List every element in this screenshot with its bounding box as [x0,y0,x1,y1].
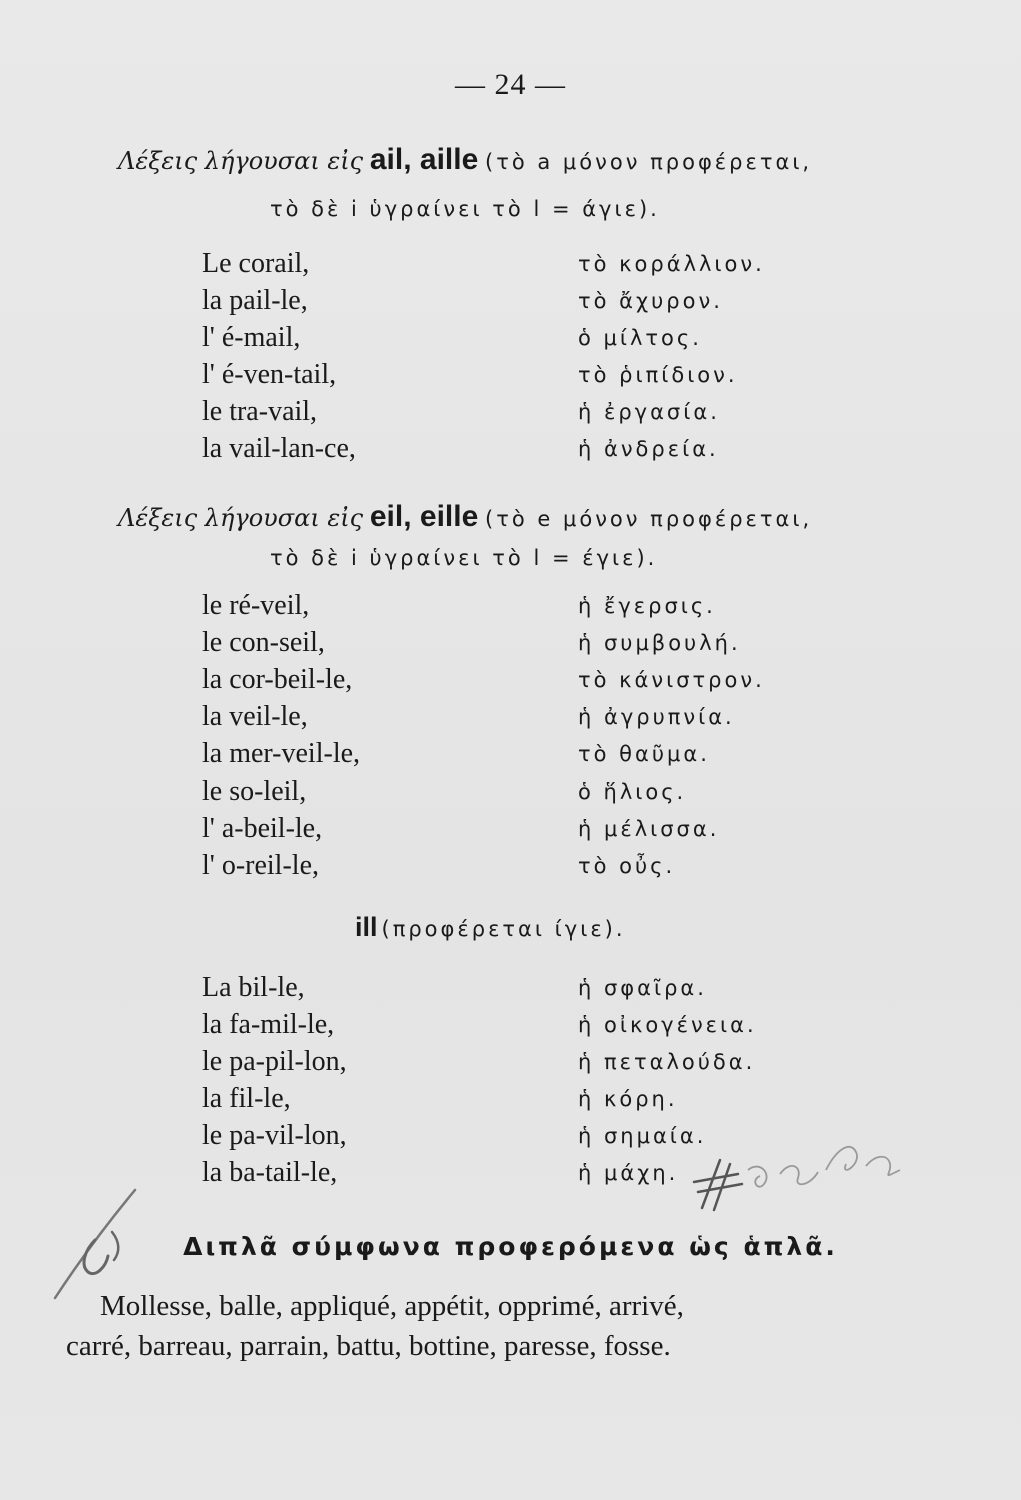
french-word: la fa-mil-le, [202,1009,335,1040]
french-word: Le corail, [202,248,310,279]
greek-translation: ἡ πεταλούδα. [578,1050,756,1074]
greek-translation: ἡ μάχη. [578,1161,679,1185]
greek-translation: τὸ ἄχυρον. [578,289,723,313]
french-word: le tra-vail, [202,396,318,427]
french-word: la veil-le, [202,701,308,732]
list-item [0,776,1021,814]
list-item [0,248,1021,286]
section-ail-heading [118,143,812,177]
list-item [0,1046,1021,1084]
french-word: la vail-lan-ce, [202,433,356,464]
list-item [0,1009,1021,1047]
list-item [0,322,1021,360]
greek-translation: ἡ ἀνδρεία. [578,437,719,461]
section-ail-note-1: (τὸ a μόνον προφέρεται, [485,150,813,174]
section-ill-note: (προφέρεται ίγιε). [381,917,626,941]
greek-translation: τὸ κάνιστρον. [578,668,765,692]
french-word: le pa-vil-lon, [202,1120,347,1151]
greek-translation: τὸ κοράλλιον. [578,252,765,276]
greek-translation: ἡ σημαία. [578,1124,707,1148]
french-word: la pail-le, [202,285,308,316]
greek-translation: ἡ οἰκογένεια. [578,1013,757,1037]
french-word: la mer-veil-le, [202,738,361,769]
section-eil-intro: Λέξεις λήγουσαι εἰς [118,504,364,532]
list-item [0,396,1021,434]
section-eil-note-2: τὸ δὲ i ὑγραίνει τὸ l = έγιε). [270,546,658,570]
list-item [0,701,1021,739]
greek-translation: τὸ οὖς. [578,854,676,878]
section-ail-note-2: τὸ δὲ i ὑγραίνει τὸ l = άγιε). [270,197,660,221]
greek-translation: ἡ σφαῖρα. [578,976,707,1000]
french-word: l' o-reil-le, [202,850,319,881]
list-item [0,664,1021,702]
list-item [0,1120,1021,1158]
french-word: la cor-beil-le, [202,664,353,695]
section-eil-heading [118,500,812,534]
french-word: le pa-pil-lon, [202,1046,347,1077]
list-item [0,433,1021,471]
french-word: le so-leil, [202,776,307,807]
list-item [0,285,1021,323]
french-word: l' a-beil-le, [202,813,323,844]
french-word: la ba-tail-le, [202,1157,338,1188]
greek-translation: τὸ ῥιπίδιον. [578,363,738,387]
greek-translation: ὁ μίλτος. [578,326,702,350]
list-item [0,627,1021,665]
section-ill-heading [355,912,626,943]
greek-translation: ἡ κόρη. [578,1087,678,1111]
greek-translation: ἡ μέλισσα. [578,817,720,841]
list-item [0,972,1021,1010]
greek-translation: ἡ συμβουλή. [578,631,741,655]
greek-translation: ἡ ἀγρυπνία. [578,705,735,729]
section-ail-endings: ail, aille [369,143,479,176]
greek-translation: ἡ ἐργασία. [578,400,720,424]
french-word: le ré-veil, [202,590,310,621]
section-eil-endings: eil, eille [369,500,479,533]
french-word: la fil-le, [202,1083,291,1114]
section-ill-ending: ill [355,912,378,942]
list-item [0,1157,1021,1195]
list-item [0,590,1021,628]
section-ail-note-line [270,192,660,223]
list-item [0,850,1021,888]
greek-translation: τὸ θαῦμα. [578,742,710,766]
list-item [0,738,1021,776]
page-number: — 24 — [455,68,566,101]
french-word: le con-seil, [202,627,325,658]
section-ail-intro: Λέξεις λήγουσαι εἰς [118,147,364,175]
greek-translation: ὁ ἥλιος. [578,780,687,804]
example-words-line-2: carré, barreau, parrain, battu, bottine, paresse, fosse. [66,1330,671,1362]
example-words-line-1: Mollesse, balle, appliqué, appétit, opprimé, arrivé, [100,1290,684,1322]
double-consonants-title: Διπλᾶ σύμφωνα προφερόμενα ὡς ἁπλᾶ. [183,1232,838,1261]
french-word: l' é-mail, [202,322,301,353]
french-word: La bil-le, [202,972,305,1003]
list-item [0,813,1021,851]
section-eil-note-line [270,541,657,572]
list-item [0,359,1021,397]
french-word: l' é-ven-tail, [202,359,337,390]
section-eil-note-1: (τὸ e μόνον προφέρεται, [485,507,813,531]
greek-translation: ἡ ἔγερσις. [578,594,716,618]
list-item [0,1083,1021,1121]
